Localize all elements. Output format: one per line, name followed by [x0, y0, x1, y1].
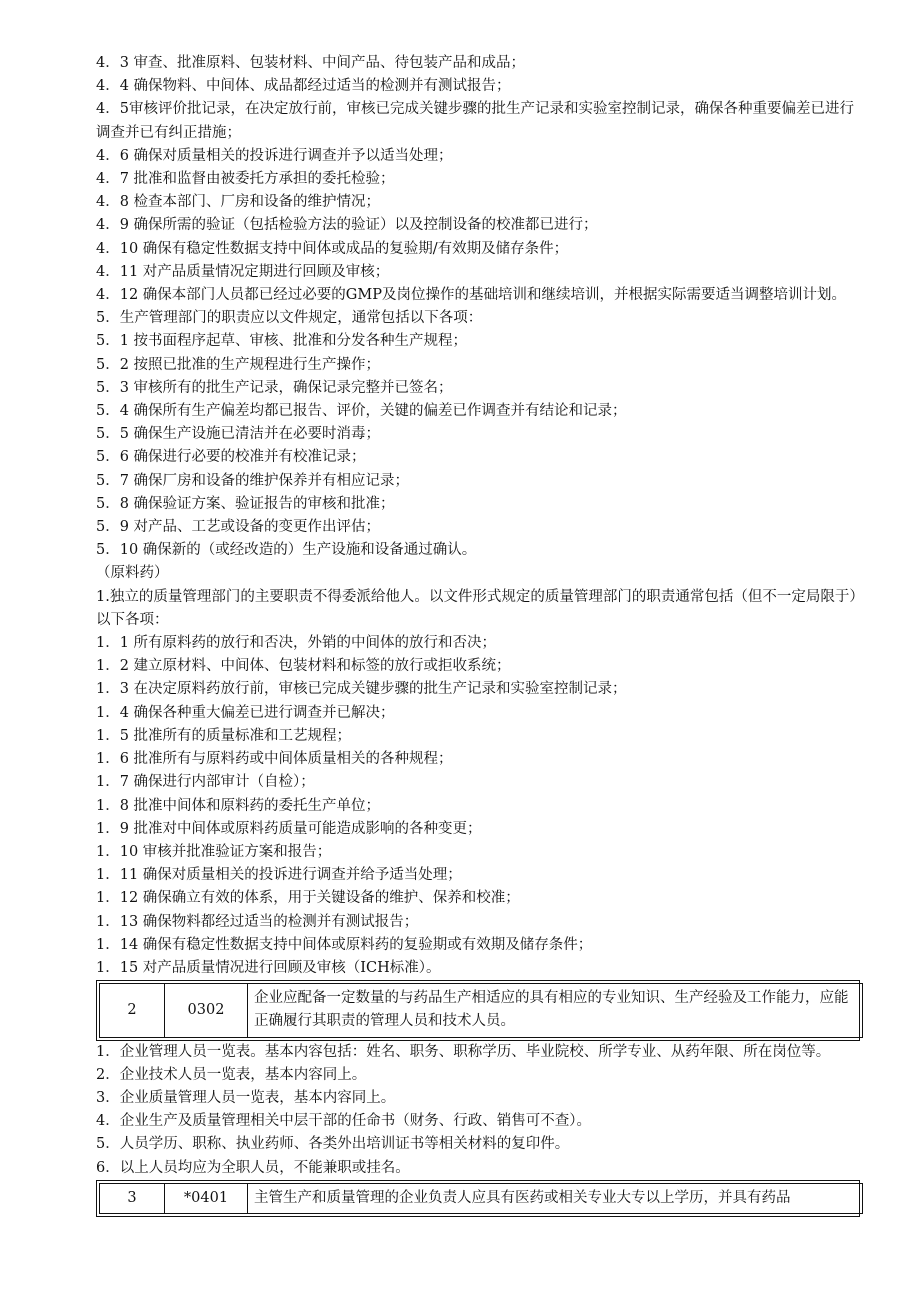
- text-line: 5．4 确保所有生产偏差均都已报告、评价，关键的偏差已作调查并有结论和记录；: [96, 403, 627, 420]
- text-line: 4．12 确保本部门人员都已经过必要的GMP及岗位操作的基础培训和继续培训，并根据实际需要适当调整培训计划。: [96, 287, 846, 304]
- text-line: 1．8 批准中间体和原料药的委托生产单位；: [96, 797, 381, 814]
- text-line: 5．3 审核所有的批生产记录，确保记录完整并已签名；: [96, 379, 453, 396]
- criteria-table-row-2: [96, 980, 860, 1040]
- text-line: 5．6 确保进行必要的校准并有校准记录；: [96, 449, 366, 466]
- text-line: 2．企业技术人员一览表，基本内容同上。: [96, 1066, 367, 1083]
- text-line: 1．9 批准对中间体或原料药质量可能造成影响的各种变更；: [96, 820, 482, 837]
- text-line: 1．1 所有原料药的放行和否决，外销的中间体的放行和否决；: [96, 635, 497, 652]
- text-line: 5．9 对产品、工艺或设备的变更作出评估；: [96, 519, 381, 536]
- text-line: 1.独立的质量管理部门的主要职责不得委派给他人。以文件形式规定的质量管理部门的职责通常包括（但不一定局限于）以下各项：: [96, 588, 857, 628]
- text-line: 3．企业质量管理人员一览表，基本内容同上。: [96, 1089, 396, 1106]
- text-line: 4．11 对产品质量情况定期进行回顾及审核；: [96, 263, 390, 280]
- text-line: 1．13 确保物料都经过适当的检测并有测试报告；: [96, 913, 419, 930]
- text-line: 4．9 确保所需的验证（包括检验方法的验证）以及控制设备的校准都已进行；: [96, 217, 598, 234]
- item-description: 企业应配备一定数量的与药品生产相适应的具有相应的专业知识、生产经验及工作能力，应能正确履行其职责的管理人员和技术人员。: [248, 984, 863, 1037]
- item-code: 0302: [165, 984, 248, 1037]
- text-line: 5．2 按照已批准的生产规程进行生产操作；: [96, 356, 381, 373]
- text-line: 1．15 对产品质量情况进行回顾及审核（ICH标准）。: [96, 959, 441, 976]
- text-line: 4．10 确保有稳定性数据支持中间体或成品的复验期/有效期及储存条件；: [96, 240, 569, 257]
- text-line: 6．以上人员均应为全职人员，不能兼职或挂名。: [96, 1159, 410, 1176]
- text-line: 1．3 在决定原料药放行前，审核已完成关键步骤的批生产记录和实验室控制记录；: [96, 681, 627, 698]
- text-line: 1．6 批准所有与原料药或中间体质量相关的各种规程；: [96, 751, 453, 768]
- text-line: 5．8 确保验证方案、验证报告的审核和批准；: [96, 495, 395, 512]
- text-line: 4．企业生产及质量管理相关中层干部的任命书（财务、行政、销售可不查）。: [96, 1113, 591, 1130]
- text-line: 4．3 审查、批准原料、包装材料、中间产品、待包装产品和成品；: [96, 55, 526, 71]
- text-line: 4．6 确保对质量相关的投诉进行调查并予以适当处理；: [96, 147, 453, 164]
- text-line: 1．企业管理人员一览表。基本内容包括：姓名、职务、职称学历、毕业院校、所学专业、从药年限、所在岗位等。: [96, 1043, 831, 1060]
- text-line: 1．5 批准所有的质量标准和工艺规程；: [96, 727, 352, 744]
- duty-list-block-1: [96, 52, 860, 980]
- text-line: 5．生产管理部门的职责应以文件规定，通常包括以下各项：: [96, 310, 483, 327]
- text-line: 4．4 确保物料、中间体、成品都经过适当的检测并有测试报告；: [96, 78, 511, 95]
- text-line: 1．4 确保各种重大偏差已进行调查并已解决；: [96, 704, 395, 721]
- criteria-table-row-3: [96, 1180, 860, 1217]
- text-line: 4．8 检查本部门、厂房和设备的维护情况；: [96, 194, 381, 211]
- text-line: 5．人员学历、职称、执业药师、各类外出培训证书等相关材料的复印件。: [96, 1136, 570, 1153]
- text-line: 1．2 建立原材料、中间体、包装材料和标签的放行或拒收系统；: [96, 658, 511, 675]
- item-description: 主管生产和质量管理的企业负责人应具有医药或相关专业大专以上学历，并具有药品: [248, 1183, 863, 1213]
- text-line: 5．5 确保生产设施已清洁并在必要时消毒；: [96, 426, 381, 443]
- text-line: （原料药）: [96, 565, 169, 582]
- text-line: 1．12 确保确立有效的体系，用于关键设备的维护、保养和校准；: [96, 890, 520, 907]
- text-line: 5．10 确保新的（或经改造的）生产设施和设备通过确认。: [96, 542, 477, 559]
- evidence-list-block: [96, 1041, 860, 1180]
- text-line: 4．5审核评价批记录，在决定放行前，审核已完成关键步骤的批生产记录和实验室控制记录，确保各种重要偏差已进行调查并已有纠正措施；: [96, 101, 854, 141]
- item-number: 3: [100, 1183, 165, 1213]
- document-page: [96, 52, 860, 1217]
- text-line: 1．7 确保进行内部审计（自检）；: [96, 774, 315, 791]
- text-line: 4．7 批准和监督由被委托方承担的委托检验；: [96, 171, 395, 188]
- text-line: 1．11 确保对质量相关的投诉进行调查并给予适当处理；: [96, 867, 462, 884]
- item-code: *0401: [165, 1183, 248, 1213]
- item-number: 2: [100, 984, 165, 1037]
- text-line: 5．7 确保厂房和设备的维护保养并有相应记录；: [96, 472, 410, 489]
- text-line: 1．14 确保有稳定性数据支持中间体或原料药的复验期或有效期及储存条件；: [96, 936, 593, 953]
- text-line: 5．1 按书面程序起草、审核、批准和分发各种生产规程；: [96, 333, 468, 350]
- text-line: 1．10 审核并批准验证方案和报告；: [96, 843, 332, 860]
